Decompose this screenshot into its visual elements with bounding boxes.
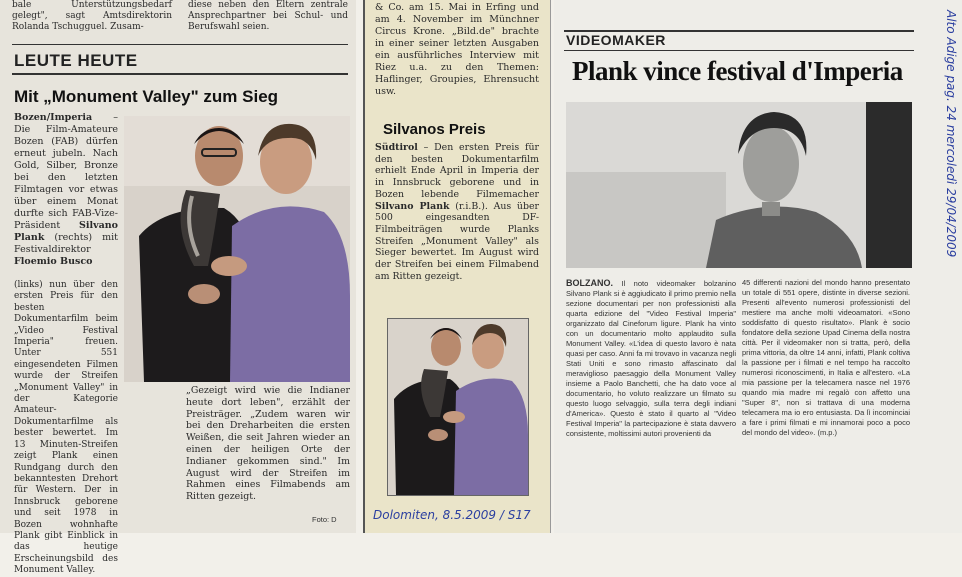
top-text-left: bale Unterstützungsbedarf gelegt", sagt Amtsdirektorin Rolanda Tschugguel. Zusam- — [12, 0, 172, 32]
body-text: – Den ersten Preis für den besten Dokumentarfilm erhielt Ende April in Imperia der in Innsbruck geborene und in Bozen lebende Filmemacher — [375, 142, 540, 200]
section-label: LEUTE HEUTE — [14, 51, 138, 70]
divider — [12, 73, 348, 75]
top-text: & Co. am 15. Mai in Erfing und am 4. November im Münchner Circus Krone. „Bild.de" brachte in einer seiner letzten Ausgaben ein ausführliches Interview mit Riez u.a. zu den Themen: Haflinger, Groupies, Ehrensucht usw. — [375, 2, 539, 97]
body-text: Il noto videomaker bolzanino Silvano Plank si è aggiudicato il primo premio nella sezione documentari per non professionisti alla quarta edizione del "Video Festival Imperia" organizzato dal Cineforum ligure. Plank ha vinto con un documentario molto applaudito sulla Monument Valley. «L'idea di questo lavoro è nata quasi per caso. Anni fa mi trovavo in vacanza negli Stati Uniti e sono rimasto affascinato dal meraviglioso paesaggio della Monument Valley insieme a Paolo Banchetti, che ha dato voce al documentario, ho voluto realizzare un filmato su questo luogo selvaggio, sulla terra degli indiani d'America». Questo è stato il quarto al "Video Festival Imperia" la partecipazione è stata davvero consistente, moltissimi autori provenienti da — [566, 279, 736, 438]
person-name: Floemio Busco — [14, 256, 93, 267]
body-text: – Die Film-Amateure Bozen (FAB) dürfen erneut jubeln. Nach Gold, Silber, Bronze bei den letzten Filmtagen vor etwas über einem Monat durfte sich FAB-Vize-Präsident — [14, 112, 118, 231]
dateline: BOLZANO. — [566, 278, 613, 288]
photo-credit: Foto: D — [312, 515, 337, 524]
clipping-videomaker — [554, 0, 962, 533]
article-headline: Mit „Monument Valley" zum Sieg — [14, 87, 279, 106]
column-1-lead — [14, 112, 118, 268]
divider — [564, 50, 914, 51]
body-text: (r.i.B.). Aus über 500 eingesandten DF-Filmbeiträgen wurde Planks Streifen „Monument Valley" als Sieger bewertet. Im August wird der Streifen bei einem Filmabend am Ritten gezeigt. — [375, 200, 540, 282]
person-name: Silvano Plank — [14, 220, 118, 243]
column-2-body: 45 differenti nazioni del mondo hanno presentato un totale di 551 opere, distinte in diverse sezioni. Presenti all'evento numerosi professionisti del mestiere ma anche molti videoamatori. «Sono soddisfatto di questo risultato». Plank è socio fondatore della sezione Upad Cinema della nostra città. Per il videomaker non si tratta, però, della prima vittoria, da oltre 14 anni, infatti, Plank coltiva la passione per i filmati e nel tempo ha raccolto numerosi riconoscimenti, in Italia e all'estero. «La mia passione per la telecamera nasce nel 1976 quando mia madre mi regalò con affetto una "Super 8", non si trattava di una moderna telecamera ma io ero entusiasta. Da lì incominciai a fare i primi filmati e mi innamorai poco a poco del mondo del video». (m.p.) — [742, 278, 910, 437]
article-headline: Plank vince festival d'Imperia — [572, 56, 903, 86]
divider — [12, 44, 348, 45]
column-1-body — [566, 278, 736, 439]
handwritten-source-line-2: mercoledì 29/04/2009 — [944, 124, 958, 258]
award-photo — [124, 116, 350, 382]
award-photo-image — [388, 319, 528, 495]
dateline: Südtirol — [375, 142, 418, 153]
clipping-leute-heute — [0, 0, 356, 576]
handwritten-source-line-1: Alto Adige pag. 24 — [944, 10, 958, 121]
column-1-body: (links) nun über den ersten Preis für den besten Dokumentarfilm beim „Video Festival Imperia" freuen. Unter 551 eingesendeten Filmen wurde der Streifen „Monument Valley" in der Kategorie Amateur-Dokumentarfilme als bester bewertet. Im 13 Minuten-Streifen zeigt Plank einen Rundgang durch den bekanntesten Drehort für Western. Der in Innsbruck geborene und seit 1978 in Bozen wohnhafte Plank gibt Einblick in das heutige Erscheinungsbild des Monument Valley. — [14, 280, 118, 576]
award-photo — [387, 318, 529, 496]
article-body — [375, 142, 539, 282]
portrait-photo-image — [566, 102, 912, 268]
clipping-silvanos-preis — [363, 0, 551, 533]
dateline: Bozen/Imperia — [14, 112, 93, 123]
article-headline: Silvanos Preis — [383, 121, 486, 138]
award-photo-image — [124, 116, 350, 382]
top-text-right: diese neben den Eltern zentrale Ansprechpartner bei Schul- und Berufswahl seien. — [188, 0, 348, 32]
person-name: Silvano Plank — [375, 200, 450, 212]
handwritten-source: Dolomiten, 8.5.2009 / S17 — [373, 508, 531, 522]
column-2-body: „Gezeigt wird wie die Indianer heute dort leben", erzählt der Preisträger. „Zudem waren wir bei den Dreharbeiten die ersten Weißen, die seit Jahren wieder an einen der heiligen Orte der Indianer gekommen sind." Im August wird der Streifen im Rahmen eines Filmabends am Ritten gezeigt. — [186, 385, 350, 503]
portrait-photo — [566, 102, 912, 268]
handwritten-source-1 — [908, 10, 958, 260]
body-text: (rechts) mit Festivaldirektor — [14, 232, 118, 255]
section-label: VIDEOMAKER — [566, 32, 666, 48]
